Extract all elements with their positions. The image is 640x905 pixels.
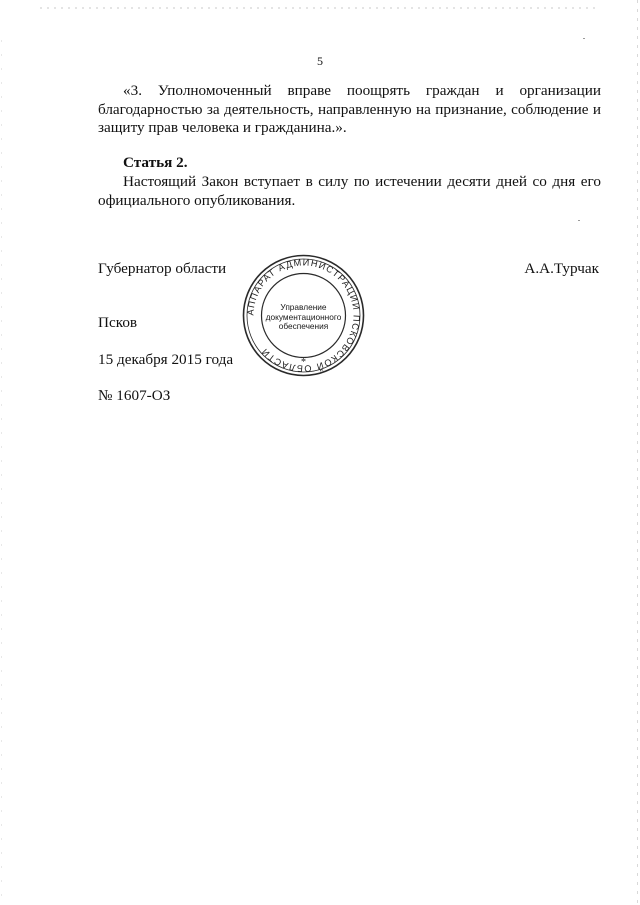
seal-star-icon: * [301,357,306,368]
scan-artifact-right-edge [637,0,638,905]
seal-center-line-2: документационного [265,311,342,322]
seal-center-line-3: обеспечения [278,321,329,332]
article-heading: Статья 2. [123,154,188,171]
scan-artifact-top [40,7,600,9]
signatory-title: Губернатор области [98,260,227,277]
official-seal-stamp [241,253,366,378]
signing-date: 15 декабря 2015 года [98,351,234,368]
scan-speck [578,220,580,221]
place-of-signing: Псков [98,314,138,331]
amendment-paragraph: «3. Уполномоченный вправе поощрять граждан и организации благодарностью за деятельность, направленную на признание, соблюдение и защиту прав человека и гражданина.». [98,82,601,136]
page-number: 5 [317,54,323,68]
seal-ring-text: АППАРАТ АДМИНИСТРАЦИИ ПСКОВСКОЙ ОБЛАСТИ [245,257,362,374]
signatory-name: А.А.Турчак [524,260,599,277]
article-text: Настоящий Закон вступает в силу по истечении десяти дней со дня его официального опубликования. [98,173,601,209]
law-number: № 1607-ОЗ [98,387,171,404]
scan-artifact-left-edge [1,40,2,900]
seal-center-line-1: Управление [280,302,327,313]
scan-speck [583,38,585,39]
